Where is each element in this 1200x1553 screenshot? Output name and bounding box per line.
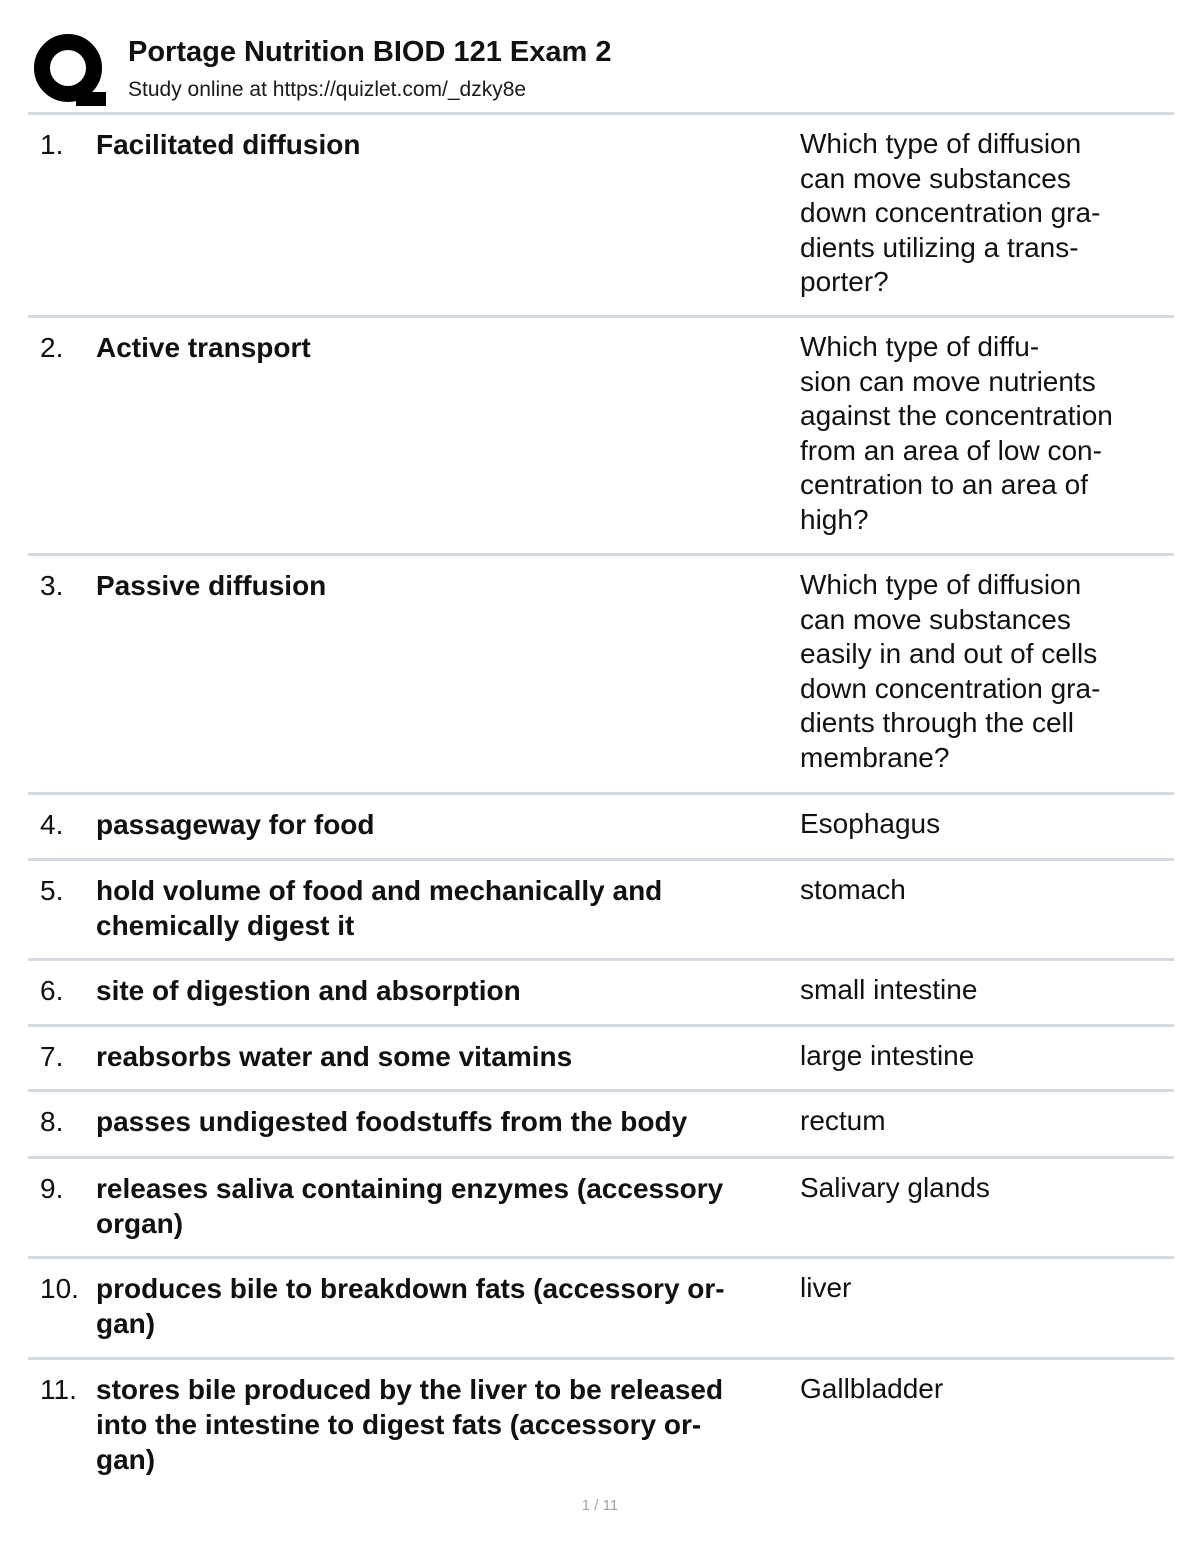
card-number: 9. [40,1173,64,1204]
card-term: passes undigested foodstuffs from the body [96,1106,688,1137]
card-definition: Gallbladder [800,1373,944,1404]
card-number: 5. [40,875,64,906]
flashcard-row [28,556,1174,795]
flashcard-row [28,318,1174,556]
card-term: hold volume of food and mechanically and chemically digest it [96,875,663,941]
flashcard-row [28,795,1174,861]
card-number: 4. [40,809,64,840]
flashcard-row [28,861,1174,961]
card-definition: large intestine [800,1040,975,1071]
page-indicator: 1 / 11 [581,1497,619,1514]
page-header [28,28,1174,110]
flashcard-row [28,961,1174,1027]
card-definition: Which type of diffu- sion can move nutrients against the concentration from an area of low con- centration to an area of high? [800,331,1113,535]
card-number: 2. [40,332,64,363]
flashcard-row [28,115,1174,318]
card-number: 8. [40,1106,64,1137]
card-definition: Salivary glands [800,1172,990,1203]
quizlet-q-logo-icon [32,32,108,108]
card-number: 7. [40,1041,64,1072]
page-title: Portage Nutrition BIOD 121 Exam 2 [128,36,612,68]
card-definition: Which type of diffusion can move substances easily in and out of cells down concentration gra- dients through the cell membrane? [800,569,1101,773]
card-number: 10. [40,1273,79,1304]
flashcard-row [28,1360,1174,1485]
study-online-link[interactable]: Study online at https://quizlet.com/_dzky8e [128,78,527,101]
card-definition: Esophagus [800,808,941,839]
card-term: Passive diffusion [96,570,327,601]
card-term: stores bile produced by the liver to be released into the intestine to digest fats (accessory or- gan) [96,1374,724,1475]
card-number: 6. [40,975,64,1006]
card-definition: rectum [800,1105,886,1136]
card-term: Active transport [96,332,311,363]
flashcard-row [28,1092,1174,1159]
card-term: site of digestion and absorption [96,975,521,1006]
card-definition: small intestine [800,974,978,1005]
card-term: reabsorbs water and some vitamins [96,1041,573,1072]
card-term: produces bile to breakdown fats (accessory or- gan) [96,1273,725,1339]
card-term: releases saliva containing enzymes (accessory organ) [96,1173,724,1239]
card-definition: stomach [800,874,906,905]
card-number: 3. [40,570,64,601]
card-term: passageway for food [96,809,375,840]
flashcard-row [28,1159,1174,1259]
card-definition: Which type of diffusion can move substances down concentration gra- dients utilizing a trans- porter? [800,128,1101,298]
flashcard-list [28,115,1174,1485]
card-definition: liver [800,1272,852,1303]
flashcard-row [28,1259,1174,1360]
card-number: 11. [40,1374,77,1405]
flashcard-row [28,1027,1174,1092]
card-term: Facilitated diffusion [96,129,361,160]
card-number: 1. [40,129,64,160]
